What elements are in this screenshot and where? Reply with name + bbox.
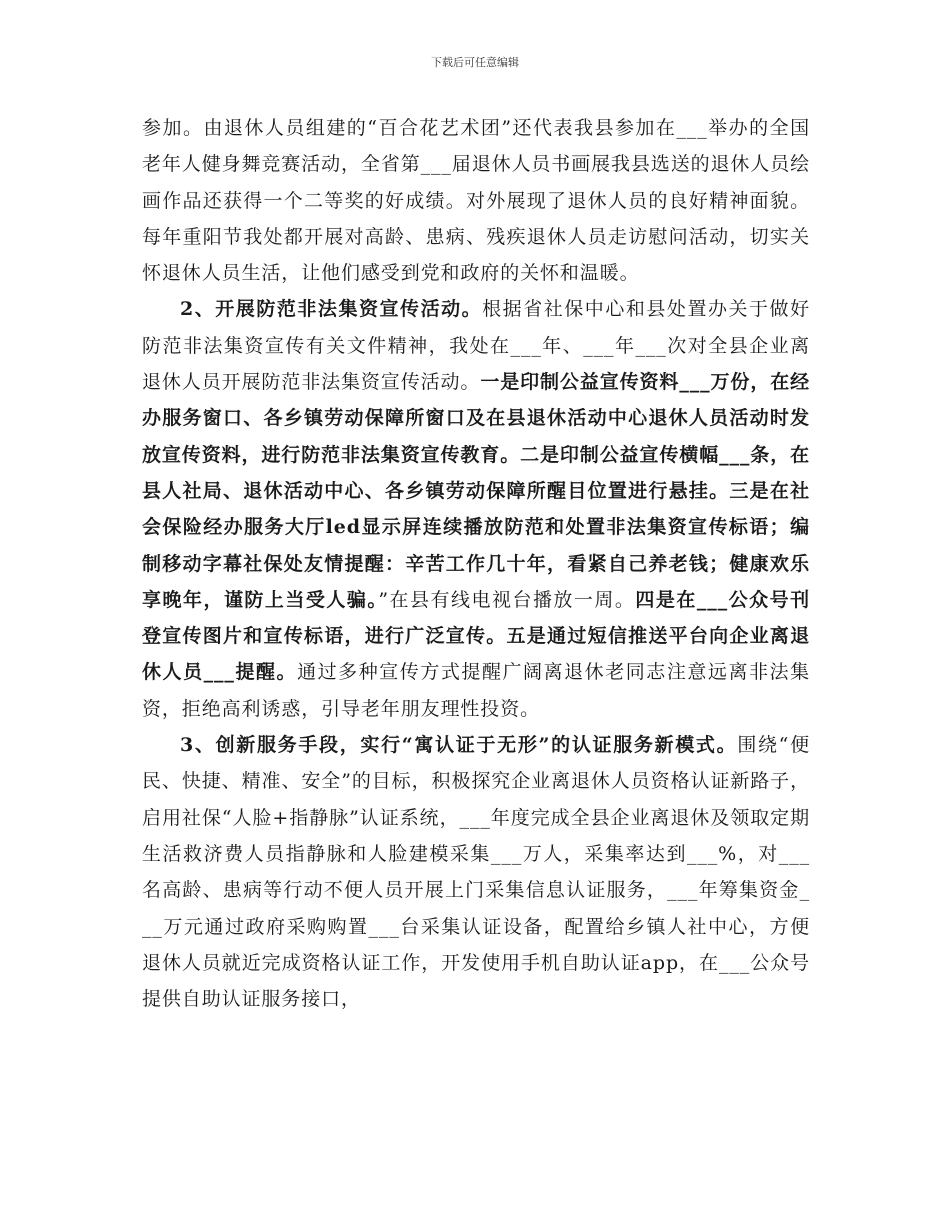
paragraph-retiree-activities: [142, 110, 810, 291]
text-run: 参加。由退休人员组建的“百合花艺术团”还代表我县参加在___举办的全国老年人健身舞竞赛活动，全省第___届退休人员书画展我县选送的退休人员绘画作品还获得一个二等奖的好成绩。对外展现了退休人员的良好精神面貌。每年重阳节我处都开展对高龄、患病、残疾退休人员走访慰问活动，切实关怀退休人员生活，让他们感受到党和政府的关怀和温暖。: [142, 117, 811, 285]
text-run-bold: 四是在___公众号刊登宣传图片和宣传标语，进行广泛宣传。五是通过短信推送平台向企业离退休人员___提醒。: [142, 588, 810, 684]
paragraph-anti-illegal-fundraising: [142, 291, 810, 727]
paragraph-authentication-service: [142, 727, 810, 1017]
document-body: [142, 110, 810, 1017]
text-run: 围绕“便民、快捷、精准、安全”的目标，积极探究企业离退休人员资格认证新路子，启用社保“人脸+指静脉”认证系统，___年度完成全县企业离退休及领取定期生活救济费人员指静脉和人脸建模采集___万人，采集率达到___%，对___名高龄、患病等行动不便人员开展上门采集信息认证服务，___年筹集资金___万元通过政府采购购置___台采集认证设备，配置给乡镇人社中心，方便退休人员就近完成资格认证工作，开发使用手机自助认证app，在___公众号提供自助认证服务接口，: [142, 734, 810, 1011]
text-run-bold: 一是印制公益宣传资料___万份，在经办服务窗口、各乡镇劳动保障所窗口及在县退休活动中心退休人员活动时发放宣传资料，进行防范非法集资宣传教育。二是印制公益宣传横幅___条，在县人社局、退休活动中心、各乡镇劳动保障所醒目位置进行悬挂。三是在社会保险经办服务大厅led显示屏连续播放防范和处置非法集资宣传标语；编制移动字幕社保处友情提醒：辛苦工作几十年，看紧自己养老钱；健康欢乐享晚年，谨防上当受人骗。: [142, 371, 811, 611]
text-run: 通过多种宣传方式提醒广阔离退休老同志注意远离非法集资，拒绝高利诱惑，引导老年朋友理性投资。: [142, 661, 810, 720]
text-run: 根据省社保中心和县处置办关于做好防范非法集资宣传有关文件精神，我处在___年、___年___次对全县企业离退休人员开展防范非法集资宣传活动。: [142, 298, 810, 394]
section-heading-2: 2、开展防范非法集资宣传活动。: [180, 298, 483, 321]
page-header: 下载后可任意编辑: [431, 56, 519, 69]
text-run: ”在县有线电视台播放一周。: [378, 588, 636, 611]
section-heading-3: 3、创新服务手段，实行“寓认证于无形”的认证服务新模式。: [180, 734, 738, 757]
